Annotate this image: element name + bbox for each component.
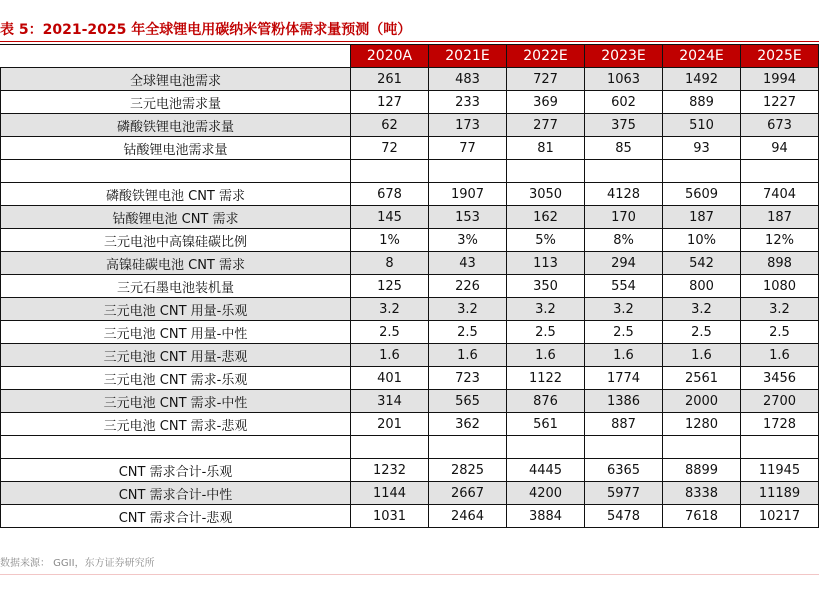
table-cell: 314 <box>351 390 429 413</box>
table-cell: 1232 <box>351 459 429 482</box>
table-cell: 369 <box>507 91 585 114</box>
table-cell: 93 <box>663 137 741 160</box>
column-header: 2020A <box>351 45 429 68</box>
table-cell: 153 <box>429 206 507 229</box>
row-label: CNT 需求合计-悲观 <box>1 505 351 528</box>
table-cell: 727 <box>507 68 585 91</box>
table-row <box>1 229 819 252</box>
table-cell: 5977 <box>585 482 663 505</box>
table-cell: 2464 <box>429 505 507 528</box>
table-cell: 1080 <box>741 275 819 298</box>
table-cell: 187 <box>741 206 819 229</box>
row-label: 三元电池中高镍硅碳比例 <box>1 229 351 252</box>
source-note: 数据来源： GGII，东方证券研究所 <box>0 558 155 569</box>
table-cell <box>351 436 429 459</box>
table-cell: 3.2 <box>351 298 429 321</box>
table-cell: 602 <box>585 91 663 114</box>
row-label: 三元电池 CNT 用量-中性 <box>1 321 351 344</box>
table-row <box>1 482 819 505</box>
row-label: CNT 需求合计-乐观 <box>1 459 351 482</box>
table-row <box>1 344 819 367</box>
table-row <box>1 91 819 114</box>
column-header: 2021E <box>429 45 507 68</box>
table-row <box>1 275 819 298</box>
table-cell: 3884 <box>507 505 585 528</box>
table-cell: 1122 <box>507 367 585 390</box>
table-cell <box>585 436 663 459</box>
table-cell: 1.6 <box>741 344 819 367</box>
table-title: 表 5：2021-2025 年全球锂电用碳纳米管粉体需求量预测（吨） <box>0 22 412 38</box>
header-row <box>1 45 819 68</box>
row-label: 三元电池 CNT 用量-悲观 <box>1 344 351 367</box>
table-cell: 2.5 <box>351 321 429 344</box>
row-label: 磷酸铁锂电池需求量 <box>1 114 351 137</box>
table-row <box>1 459 819 482</box>
table-cell: 800 <box>663 275 741 298</box>
table-cell: 362 <box>429 413 507 436</box>
table-cell <box>429 160 507 183</box>
table-row <box>1 252 819 275</box>
table-cell: 5% <box>507 229 585 252</box>
table-cell: 10% <box>663 229 741 252</box>
row-label: 高镍硅碳电池 CNT 需求 <box>1 252 351 275</box>
table-cell <box>741 160 819 183</box>
table-cell: 145 <box>351 206 429 229</box>
table-cell: 201 <box>351 413 429 436</box>
forecast-table <box>0 44 819 528</box>
table-cell: 2.5 <box>663 321 741 344</box>
table-cell: 2.5 <box>507 321 585 344</box>
table-cell: 510 <box>663 114 741 137</box>
table-cell: 125 <box>351 275 429 298</box>
table-cell: 11189 <box>741 482 819 505</box>
row-label: 钴酸锂电池需求量 <box>1 137 351 160</box>
table-cell: 2.5 <box>585 321 663 344</box>
table-cell: 1994 <box>741 68 819 91</box>
table-cell: 2561 <box>663 367 741 390</box>
table-cell: 1227 <box>741 91 819 114</box>
table-cell: 94 <box>741 137 819 160</box>
table-cell: 673 <box>741 114 819 137</box>
table-body <box>1 68 819 528</box>
table-row <box>1 367 819 390</box>
table-cell: 1.6 <box>507 344 585 367</box>
table-cell: 678 <box>351 183 429 206</box>
table-row <box>1 390 819 413</box>
table-row <box>1 321 819 344</box>
table-row <box>1 505 819 528</box>
table-cell: 277 <box>507 114 585 137</box>
table-cell: 3.2 <box>429 298 507 321</box>
row-label <box>1 436 351 459</box>
footer-divider <box>0 574 819 575</box>
table-row <box>1 183 819 206</box>
table-cell: 2.5 <box>429 321 507 344</box>
table-row <box>1 206 819 229</box>
row-label: 三元电池 CNT 需求-中性 <box>1 390 351 413</box>
table-cell: 8 <box>351 252 429 275</box>
table-row <box>1 298 819 321</box>
title-divider <box>0 41 819 42</box>
row-label: 磷酸铁锂电池 CNT 需求 <box>1 183 351 206</box>
table-cell: 1492 <box>663 68 741 91</box>
table-cell: 3.2 <box>663 298 741 321</box>
table-cell: 889 <box>663 91 741 114</box>
table-cell <box>351 160 429 183</box>
table-cell: 1907 <box>429 183 507 206</box>
table-cell: 77 <box>429 137 507 160</box>
row-label <box>1 160 351 183</box>
table-cell: 6365 <box>585 459 663 482</box>
table-cell: 127 <box>351 91 429 114</box>
table-cell: 887 <box>585 413 663 436</box>
table-cell: 294 <box>585 252 663 275</box>
table-cell: 72 <box>351 137 429 160</box>
column-header: 2022E <box>507 45 585 68</box>
table-row <box>1 114 819 137</box>
table-cell <box>585 160 663 183</box>
table-cell <box>663 160 741 183</box>
table-cell: 375 <box>585 114 663 137</box>
table-cell: 554 <box>585 275 663 298</box>
table-cell: 1.6 <box>585 344 663 367</box>
table-cell: 5609 <box>663 183 741 206</box>
table-cell: 173 <box>429 114 507 137</box>
table-cell: 5478 <box>585 505 663 528</box>
table-cell: 2.5 <box>741 321 819 344</box>
table-cell: 7618 <box>663 505 741 528</box>
column-header: 2023E <box>585 45 663 68</box>
row-label: 钴酸锂电池 CNT 需求 <box>1 206 351 229</box>
table-cell: 898 <box>741 252 819 275</box>
table-cell: 11945 <box>741 459 819 482</box>
table-cell: 113 <box>507 252 585 275</box>
table-cell: 8% <box>585 229 663 252</box>
table-cell: 3.2 <box>507 298 585 321</box>
table-cell: 1386 <box>585 390 663 413</box>
table-cell: 1.6 <box>429 344 507 367</box>
row-label: 三元电池 CNT 需求-悲观 <box>1 413 351 436</box>
table-cell: 8338 <box>663 482 741 505</box>
row-label: 三元电池需求量 <box>1 91 351 114</box>
table-cell: 3456 <box>741 367 819 390</box>
table-cell: 2825 <box>429 459 507 482</box>
table-cell: 162 <box>507 206 585 229</box>
table-cell: 565 <box>429 390 507 413</box>
table-cell: 3.2 <box>741 298 819 321</box>
row-label: 全球锂电池需求 <box>1 68 351 91</box>
table-cell: 261 <box>351 68 429 91</box>
table-cell: 723 <box>429 367 507 390</box>
table-cell <box>741 436 819 459</box>
table-cell: 2667 <box>429 482 507 505</box>
table-cell: 4445 <box>507 459 585 482</box>
table-cell: 1.6 <box>663 344 741 367</box>
column-header: 2025E <box>741 45 819 68</box>
table-cell: 876 <box>507 390 585 413</box>
table-cell: 233 <box>429 91 507 114</box>
table-row <box>1 68 819 91</box>
table-cell: 1063 <box>585 68 663 91</box>
column-header: 2024E <box>663 45 741 68</box>
table-cell: 187 <box>663 206 741 229</box>
header-corner <box>1 45 351 68</box>
table-cell: 4200 <box>507 482 585 505</box>
table-cell: 7404 <box>741 183 819 206</box>
table-cell: 1728 <box>741 413 819 436</box>
row-label: CNT 需求合计-中性 <box>1 482 351 505</box>
table-cell: 43 <box>429 252 507 275</box>
table-cell: 1031 <box>351 505 429 528</box>
table-cell <box>507 160 585 183</box>
table-cell: 2700 <box>741 390 819 413</box>
row-label: 三元电池 CNT 用量-乐观 <box>1 298 351 321</box>
table-cell: 8899 <box>663 459 741 482</box>
row-label: 三元石墨电池装机量 <box>1 275 351 298</box>
table-row <box>1 413 819 436</box>
table-cell: 1280 <box>663 413 741 436</box>
table-cell: 2000 <box>663 390 741 413</box>
table-cell: 3% <box>429 229 507 252</box>
table-cell: 3.2 <box>585 298 663 321</box>
table-cell: 561 <box>507 413 585 436</box>
table-cell: 85 <box>585 137 663 160</box>
table-cell: 350 <box>507 275 585 298</box>
table-cell: 62 <box>351 114 429 137</box>
table-row <box>1 137 819 160</box>
table-cell: 3050 <box>507 183 585 206</box>
table-cell: 1144 <box>351 482 429 505</box>
table-cell: 10217 <box>741 505 819 528</box>
table-cell <box>429 436 507 459</box>
table-cell: 12% <box>741 229 819 252</box>
table-cell <box>663 436 741 459</box>
table-cell: 483 <box>429 68 507 91</box>
table-cell: 1774 <box>585 367 663 390</box>
table-cell <box>507 436 585 459</box>
table-cell: 226 <box>429 275 507 298</box>
spacer-row <box>1 436 819 459</box>
table-cell: 1% <box>351 229 429 252</box>
table-cell: 1.6 <box>351 344 429 367</box>
spacer-row <box>1 160 819 183</box>
table-cell: 170 <box>585 206 663 229</box>
table-cell: 81 <box>507 137 585 160</box>
table-cell: 4128 <box>585 183 663 206</box>
table-cell: 401 <box>351 367 429 390</box>
table-cell: 542 <box>663 252 741 275</box>
row-label: 三元电池 CNT 需求-乐观 <box>1 367 351 390</box>
